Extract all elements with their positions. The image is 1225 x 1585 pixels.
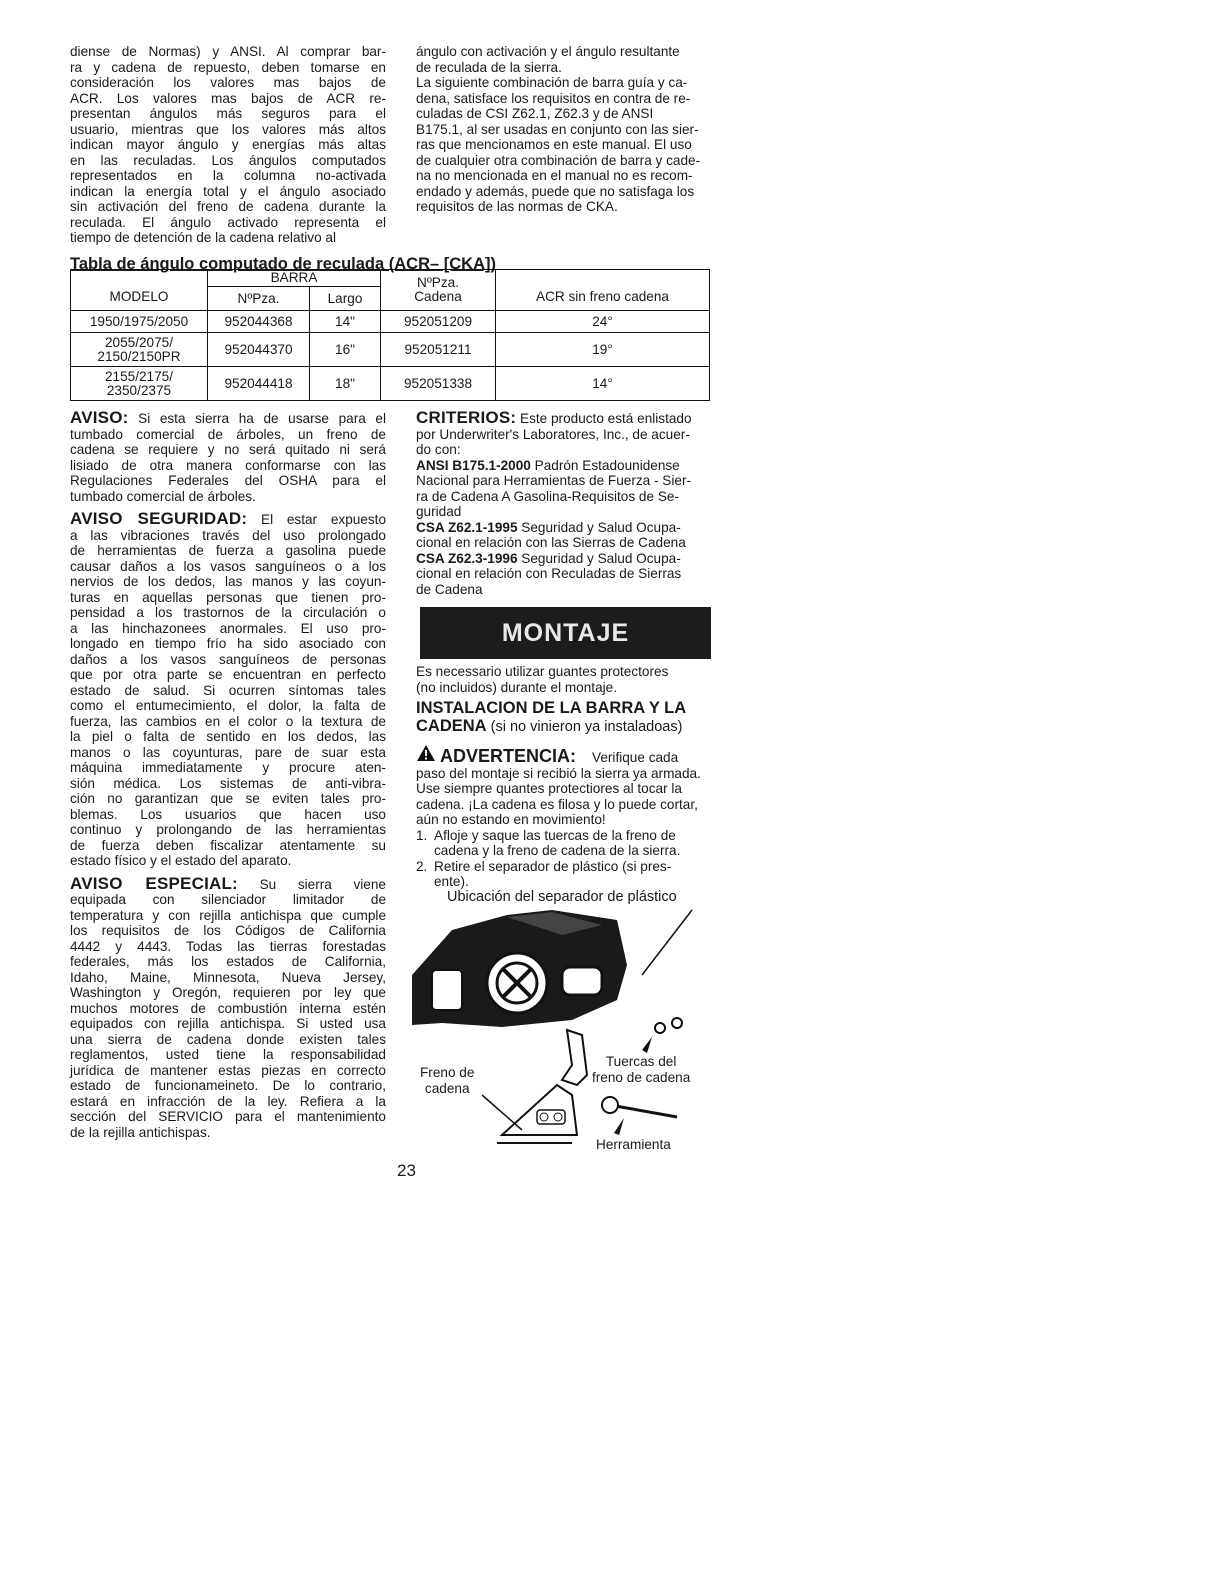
criterios-label: CRITERIOS:: [416, 408, 517, 427]
warning-text: paso del montaje si recibió la sierra ya armada. Use siempre quantes protectiores al tocar la cadena. ¡La cadena es filosa y lo puede cortar, aún no estando en movimiento!: [416, 765, 701, 827]
standard-code: CSA Z62.1-1995: [416, 519, 518, 535]
install-heading: INSTALACION DE LA BARRA Y LA CADENA (si no vinieron ya instaladoas): [416, 699, 687, 735]
header-acr: ACR sin freno cadena: [496, 270, 710, 311]
page-number: 23: [397, 1161, 416, 1180]
warning-triangle-icon: [416, 744, 436, 762]
header-largo: Largo: [310, 287, 381, 311]
chainsaw-illustration: [412, 905, 722, 1160]
right-intro-paragraph: ángulo con activación y el ángulo resultante de reculada de la sierra. La siguiente combinación de barra guía y ca- dena, satisface los requisitos en contra de re- culadas de CSI Z62.1, Z62.3 y de ANSI B175.1, al ser usadas en conjunto con las sier- ras que mencionamos en este manual. El uso de cualquier otra combinación de barra y cade- na no mencionada en el manual no es recom- endado y además, puede que no satisfaga los requisitos de las normas de CKA.: [416, 44, 701, 214]
kickback-table: [70, 269, 710, 401]
list-item: 2. Retire el separador de plástico (si pres- ente).: [416, 858, 672, 889]
table-title: Tabla de ángulo computado de reculada (ACR– [CKA]): [70, 255, 496, 273]
right-column-lower: [416, 410, 728, 597]
header-barra: BARRA: [208, 270, 381, 287]
chain-brake-diagram: [412, 905, 722, 1160]
table-row: 1950/1975/2050 952044368 14" 952051209 24°: [71, 311, 710, 333]
aviso-label: AVISO:: [70, 408, 129, 427]
intro-paragraph: diense de Normas) y ANSI. Al comprar bar- ra y cadena de repuesto, deben tomarse en consideración los valores mas bajos de ACR. Los valores mas bajos de ACR re- presentan ángulos más seguros para el usuario, mientras que los valores más altos indican mayor ángulo y energías más altas en las reculadas. Los ángulos computados representados en la columna no-activada indican la energía total y el ángulo asociado sin activación del freno de cadena durante la reculada. El ángulo activado representa el tiempo de detención de la cadena relativo al: [70, 44, 386, 245]
label-freno-de-cadena: Freno de cadena: [420, 1065, 475, 1096]
warning-line: [416, 744, 728, 766]
gloves-note: Es necessario utilizar guantes protectores (no incluidos) durante el montaje.: [416, 664, 669, 695]
right-column-top: [416, 44, 728, 215]
label-herramienta: Herramienta: [596, 1137, 671, 1152]
montaje-banner: MONTAJE: [420, 607, 711, 659]
aviso-seguridad-paragraph: AVISO SEGURIDAD: El estar expuesto a las vibraciones través del uso prolongado de herramientas de fuerza a gasolina puede causar daños a los vasos sanguíneos o a los nervios de los dedos, las manos y las coyun- turas en aquellas personas que tienen pro- pensidad a los trastornos de la circulación o a las hinchazonees anormales. El uso pro- longado en tiempo frío ha sido asociado con daños a los vasos sanguíneos de personas que por otra parte se encuentran en perfecto estado de salud. Si ocurren síntomas tales como el entumecimiento, el dolor, la falta de fuerza, las cambios en el color o la textura de la piel o falta de sentido en los dedos, las manos o las coyunturas, pare de suar esta máquina immediatamente y procure aten- sión médica. Los sistemas de anti-vibra- ción no garantizan que se eviten tales pro- blemas. Los usuarios que hacen uso continuo y prolongando de las herramientas de fuerza deben fiscalizar atentamente su estado físico y el estado del aparato.: [70, 509, 387, 868]
left-column: [70, 44, 386, 246]
warning-first: Verifique cada: [592, 750, 679, 765]
header-cadena: NºPza. Cadena: [381, 270, 496, 311]
aviso-seguridad-label: AVISO SEGURIDAD:: [70, 509, 248, 528]
aviso-especial-paragraph: AVISO ESPECIAL: Su sierra viene equipada con silenciador limitador de temperatura y con rejilla antichispa que cumple los requisitos de los Códigos de California 4442 y 4443. Todas las tierras forestadas federales, más los estados de California, Idaho, Maine, Minnesota, Nueva Jersey, Washington y Oregón, requieren por ley que muchos motores de combustión interna estén equipados con rejilla antichispa. Si usted usa una sierra de cadena donde existen tales reglamentos, usted tiene la responsabilidad jurídica de mantener estas piezas en correcto estado de funcionameineto. De lo contrario, estará en infracción de la ley. Refiera a la sección del SERVICIO para el mantenimiento de la rejilla antichispas.: [70, 873, 386, 1140]
standard-code: ANSI B175.1-2000: [416, 457, 531, 473]
warning-label: ADVERTENCIA:: [440, 746, 577, 766]
list-item: 1. Afloje y saque las tuercas de la freno de cadena y la freno de cadena de la sierra.: [416, 827, 681, 858]
header-modelo: MODELO: [71, 270, 208, 311]
aviso-especial-label: AVISO ESPECIAL:: [70, 873, 238, 893]
aviso-paragraph: AVISO: Si esta sierra ha de usarse para el tumbado comercial de árboles, un freno de cadena se requiere y no será quitado ni será lisiado de otra manera conformarse con las Regulaciones Federales del OSHA para el tumbado comercial de árboles.: [70, 408, 386, 504]
standard-code: CSA Z62.3-1996: [416, 550, 518, 566]
diagram-caption: Ubicación del separador de plástico: [447, 888, 677, 905]
montaje-section: [416, 664, 728, 905]
table-row: 2055/2075/ 2150/2150PR 952044370 16" 952051211 19°: [71, 333, 710, 367]
left-column-lower: [70, 410, 386, 1140]
install-steps: [416, 828, 728, 890]
header-npza: NºPza.: [208, 287, 310, 311]
criterios-paragraph: CRITERIOS: Este producto está enlistado por Underwriter's Laboratores, Inc., de acuer- do con: ANSI B175.1-2000 Padrón Estadounidense Nacional para Herramientas de Fuerza - Sier- ra de Cadena A Gasolina-Requisitos de Se- guridad CSA Z62.1-1995 Seguridad y Salud Ocupa- cional en relación con las Sierras de Cadena CSA Z62.3-1996 Seguridad y Salud Ocupa- cional en relación con Reculadas de Sierras de Cadena: [416, 408, 692, 597]
table-row: 2155/2175/ 2350/2375 952044418 18" 952051338 14°: [71, 367, 710, 401]
label-tuercas: Tuercas del freno de cadena: [592, 1054, 691, 1085]
